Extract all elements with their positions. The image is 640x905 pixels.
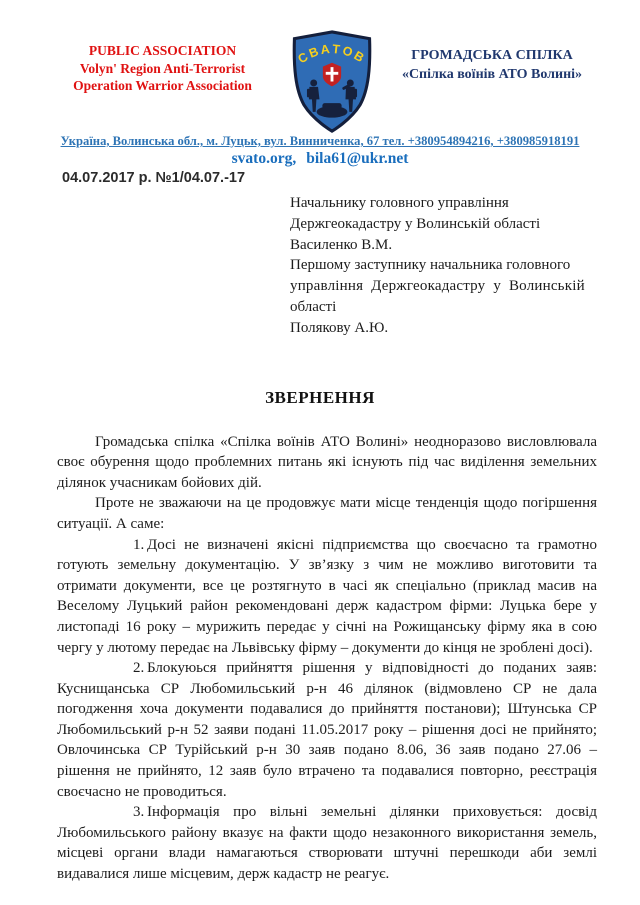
paragraph-text: Проте не зважаючи на це продовжує мати місце тенденція щодо погіршення ситуації. А саме: [57, 495, 597, 532]
numbered-paragraph [57, 658, 597, 802]
org-name-english-line: Operation Warrior Association [73, 78, 252, 93]
addressee-line: Василенко В.М. [290, 236, 393, 253]
paragraph [57, 493, 597, 534]
org-name-ukrainian-line: «Спілка воїнів АТО Волині» [401, 67, 583, 82]
org-name-ukrainian-line: ГРОМАДСЬКА СПІЛКА [411, 48, 573, 63]
emblem-banner-text: СВАТОВ [295, 41, 369, 67]
document-title: ЗВЕРНЕННЯ [265, 387, 375, 407]
addressee-line: області [290, 298, 337, 315]
org-name-ukrainian [384, 46, 600, 84]
paragraph-text: Досі не визначені якісні підприємства що своєчасно та грамотно готують земельну документацію. У зв’язку з чим не можливо виготовити та отримати документи, все це розтягнуто в часі як спеціально (приклад масив на Веселому Луцький район рекомендовані держ кадастром фірми: Луцька бере у листопаді 16 року – мурижить передає у січні на Рожищанську фірму яка в сою чергу у лютому передає на Львівську фірму – документи до кінця не зроблені досі). [57, 536, 597, 656]
svatov-shield-emblem-icon [283, 30, 381, 134]
item-number: 1. [133, 536, 145, 553]
addressee-line: Держгеокадастру у Волинській області [290, 215, 541, 232]
org-name-english [45, 42, 280, 95]
paragraph-text: Блокуюься прийняття рішення у відповідності до поданих заяв: Куснищанська СР Любомильський р-н 46 ділянок (відмовлено СР не дала погодження хоча документи подавалися до прийняття постанови); Штунська СР Любомильський р-н 52 заяви подані 11.05.2017 року – рішення досі не прийнято; Овлочинська СР Турійський р-н 30 заяв подано 8.06, 36 заяв подано 27.06 – рішення не прийнято, 12 заяв було втрачено та подавалися повторно, реєстрація своєчасно не проводиться. [57, 660, 597, 800]
web-contacts [0, 150, 640, 168]
document-page [0, 30, 640, 905]
email-link[interactable]: bila61@ukr.net [306, 150, 409, 167]
addressee-block [290, 193, 600, 339]
numbered-paragraph [57, 802, 597, 884]
website-link[interactable]: svato.org, [231, 150, 297, 167]
addressee-line: Полякову А.Ю. [290, 319, 389, 336]
item-number: 3. [133, 804, 145, 821]
paragraph-text: Інформація про вільні земельні ділянки приховується: досвід Любомильського району вказує на факти щодо незаконного використання земель, місцеві органи влади намагаються створювати штучні перешкоди аби землі видавалися лише місцевим, держ кадастр не реагує. [57, 804, 597, 883]
org-name-english-line: PUBLIC ASSOCIATION [88, 43, 237, 58]
addressee-line: Першому заступнику начальника головного [290, 257, 571, 274]
item-number: 2. [133, 660, 145, 677]
letterhead [45, 30, 600, 132]
paragraph [57, 432, 597, 494]
paragraph-text: Громадська спілка «Спілка воїнів АТО Волині» неодноразово висловлювала своє обурення щодо проблемних питань які існують під час виділення земельних ділянок учасникам бойових дій. [57, 433, 597, 491]
org-name-english-line: Volyn' Region Anti-Terrorist [79, 60, 246, 76]
addressee-line: управління Держгеокадастру у Волинській [290, 278, 585, 295]
addressee-line: Начальнику головного управління [290, 195, 509, 211]
numbered-paragraph [57, 535, 597, 659]
address-link[interactable]: Україна, Волинська обл., м. Луцьк, вул. Винниченка, 67 тел. +380954894216, +380985918191 [60, 134, 580, 148]
document-body [57, 432, 597, 885]
emblem-container [280, 30, 384, 134]
date-and-ref-number: 04.07.2017 р. №1/04.07.-17 [62, 170, 246, 186]
